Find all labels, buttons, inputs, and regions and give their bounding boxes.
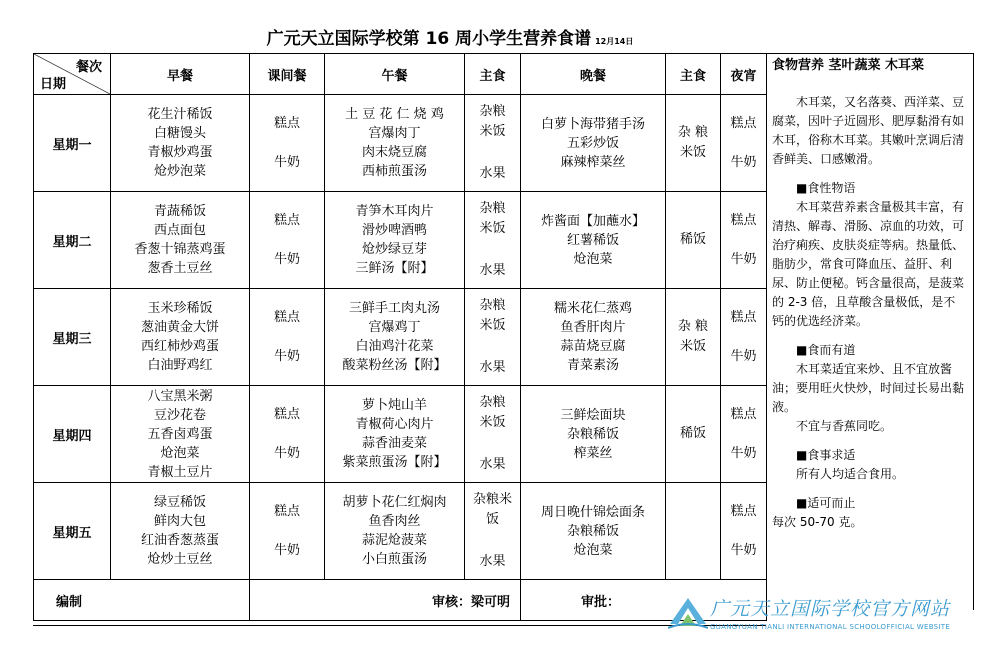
staple-cell-item: 米饭 — [479, 318, 506, 333]
staple2-cell — [666, 386, 721, 483]
snack-cell-item: 糕点 — [273, 116, 300, 131]
breakfast-cell-item: 白油野鸡红 — [147, 358, 213, 373]
header-staple2: 主食 — [666, 54, 721, 95]
header-snack: 课间餐 — [250, 54, 325, 95]
snack-cell-item: 牛奶 — [273, 349, 300, 364]
day-label: 日期 — [40, 77, 67, 92]
snack-cell-item: 牛奶 — [273, 252, 300, 267]
snack-cell-item: 牛奶 — [273, 446, 300, 461]
day-row — [34, 483, 767, 580]
dinner-cell-item: 炝泡菜 — [573, 542, 613, 558]
header-corner — [34, 54, 111, 95]
staple-cell-item: 杂粮米 — [472, 492, 512, 507]
lunch-cell-item: 青椒荷心肉片 — [355, 417, 434, 432]
snack-cell — [250, 95, 325, 192]
breakfast-cell-item: 青蔬稀饭 — [153, 204, 206, 219]
breakfast-cell-item: 炝炒土豆丝 — [147, 552, 213, 567]
breakfast-cell — [111, 289, 250, 386]
staple2-cell — [666, 192, 721, 289]
night-cell-item: 牛奶 — [730, 349, 757, 364]
school-logo-icon — [668, 592, 708, 632]
night-cell-item: 糕点 — [730, 407, 757, 422]
lunch-cell-item: 肉末烧豆腐 — [361, 145, 427, 160]
lunch-cell-item: 三鲜汤【附】 — [355, 261, 434, 276]
snack-cell — [250, 192, 325, 289]
dinner-cell-item: 白萝卜海带猪手汤 — [540, 116, 645, 132]
dinner-cell-item: 炝泡菜 — [573, 251, 613, 267]
section-text-suit: 所有人均适合食用。 — [796, 467, 905, 481]
lunch-cell-item: 鱼香肉丝 — [368, 514, 421, 529]
breakfast-cell-item: 西红柿炒鸡蛋 — [140, 339, 219, 354]
lunch-cell — [325, 386, 465, 483]
staple-cell-item: 杂粮 — [479, 395, 506, 410]
lunch-cell — [325, 483, 465, 580]
section-text-method: 木耳菜适宜来炒、且不宜放酱油；要用旺火快炒，时间过长易出黏液。 — [772, 362, 965, 414]
lunch-cell — [325, 95, 465, 192]
snack-cell-item: 糕点 — [273, 504, 300, 519]
breakfast-cell — [111, 386, 250, 483]
staple-cell-item: 水果 — [479, 457, 506, 472]
header-staple: 主食 — [465, 54, 521, 95]
staple2-cell-item: 杂 粮 — [677, 125, 709, 140]
staple-cell-item: 水果 — [479, 263, 506, 278]
night-cell-item: 牛奶 — [730, 252, 757, 267]
night-cell-item: 糕点 — [730, 116, 757, 131]
title-text: 广元天立国际学校第 16 周小学生营养食谱 — [266, 29, 592, 49]
staple2-cell-item: 稀饭 — [679, 232, 706, 247]
staple2-cell — [666, 289, 721, 386]
breakfast-cell-item: 五香卤鸡蛋 — [147, 426, 213, 442]
lunch-cell-item: 滑炒啤酒鸭 — [361, 223, 427, 238]
menu-table — [33, 53, 767, 621]
staple-cell-item: 杂粮 — [479, 298, 506, 313]
day-label-cell: 星期三 — [34, 289, 111, 386]
nutrition-heading: 食物营养 茎叶蔬菜 木耳菜 — [772, 58, 925, 73]
section-title-amount: ■适可而止 — [796, 496, 856, 510]
day-label-cell: 星期一 — [34, 95, 111, 192]
breakfast-cell-item: 豆沙花卷 — [153, 407, 206, 423]
staple-cell — [465, 289, 521, 386]
lunch-cell-item: 青笋木耳肉片 — [355, 204, 434, 219]
day-row — [34, 95, 767, 192]
snack-cell-item: 糕点 — [273, 310, 300, 325]
lunch-cell-item: 西柿煎蛋汤 — [361, 164, 427, 179]
breakfast-cell-item: 香葱十锦蒸鸡蛋 — [134, 242, 226, 257]
footer-editor: 编制 — [34, 580, 250, 621]
dinner-cell-item: 三鲜烩面块 — [560, 407, 626, 423]
breakfast-cell-item: 炝泡菜 — [160, 445, 200, 461]
staple-cell-item: 米饭 — [479, 221, 506, 236]
night-cell — [721, 95, 767, 192]
lunch-cell-item: 萝卜炖山羊 — [361, 398, 427, 413]
staple-cell-item: 水果 — [479, 166, 506, 181]
breakfast-cell-item: 葱香土豆丝 — [147, 261, 213, 276]
staple-cell — [465, 95, 521, 192]
section-title-suit: ■食事求适 — [796, 448, 856, 462]
night-cell — [721, 192, 767, 289]
staple-cell-item: 饭 — [485, 512, 499, 527]
section-text-nature: 木耳菜营养素含量极其丰富，有清热、解毒、滑肠、凉血的功效，可治疗痢疾、皮肤炎症等病。热量低、脂肪少，常食可降血压、益肝、利尿、防止便秘。钙含量很高，是菠菜的 2-3 倍，且草酸含量极低，是不钙的优选经济菜。 — [772, 200, 965, 328]
section-title-nature: ■食性物语 — [796, 181, 856, 195]
staple-cell-item: 米饭 — [479, 415, 506, 430]
day-label-cell: 星期五 — [34, 483, 111, 580]
dinner-cell-item: 五彩炒饭 — [566, 135, 619, 151]
dinner-cell-item: 蒜苗烧豆腐 — [560, 339, 626, 354]
lunch-cell-item: 蒜泥炝菠菜 — [361, 533, 427, 548]
lunch-cell-item: 炝炒绿豆芽 — [361, 242, 427, 257]
snack-cell-item: 糕点 — [273, 213, 300, 228]
logo-text-en: GUANGYUAN TIANLI INTERNATIONAL SCHOOLOFFICIAL WEBSITE — [710, 623, 951, 631]
header-lunch: 午餐 — [325, 54, 465, 95]
night-cell-item: 牛奶 — [730, 446, 757, 461]
nutrition-intro: 木耳菜，又名落葵、西洋菜、豆腐菜，因叶子近圆形、肥厚黏滑有如木耳，俗称木耳菜。其嫩叶烹调后清香鲜美、口感嫩滑。 — [772, 95, 965, 166]
snack-cell — [250, 289, 325, 386]
night-cell — [721, 386, 767, 483]
breakfast-cell-item: 炝炒泡菜 — [153, 164, 206, 179]
dinner-cell-item: 红薯稀饭 — [566, 232, 619, 248]
breakfast-cell — [111, 95, 250, 192]
day-label-cell: 星期四 — [34, 386, 111, 483]
night-cell-item: 牛奶 — [730, 543, 757, 558]
lunch-cell-item: 紫菜煎蛋汤【附】 — [342, 455, 447, 470]
nutrition-panel — [766, 53, 974, 610]
breakfast-cell-item: 白糖馒头 — [153, 126, 206, 141]
dinner-cell-item: 麻辣榨菜丝 — [560, 154, 626, 170]
breakfast-cell — [111, 483, 250, 580]
page-title — [0, 24, 900, 49]
snack-cell-item: 糕点 — [273, 407, 300, 422]
night-cell — [721, 483, 767, 580]
staple-cell — [465, 483, 521, 580]
lunch-cell-item: 白油鸡汁花菜 — [355, 339, 434, 354]
dinner-cell-item: 炸酱面【加蘸水】 — [540, 213, 645, 229]
breakfast-cell-item: 玉米珍稀饭 — [147, 301, 213, 316]
night-cell-item: 糕点 — [730, 310, 757, 325]
snack-cell — [250, 483, 325, 580]
breakfast-cell-item: 青椒炒鸡蛋 — [147, 145, 213, 160]
dinner-cell — [521, 192, 666, 289]
staple2-cell-item: 杂 粮 — [677, 319, 709, 334]
night-cell-item: 牛奶 — [730, 155, 757, 170]
footer-approver: 审批： — [521, 580, 767, 621]
breakfast-cell — [111, 192, 250, 289]
breakfast-cell-item: 西点面包 — [153, 223, 206, 238]
header-night: 夜宵 — [721, 54, 767, 95]
breakfast-cell-item: 红油香葱蒸蛋 — [140, 533, 219, 548]
dinner-cell-item: 鱼香肝肉片 — [560, 320, 626, 335]
table-bottom-border — [33, 625, 766, 626]
staple2-cell-item: 米饭 — [679, 145, 706, 160]
snack-cell — [250, 386, 325, 483]
breakfast-cell-item: 花生汁稀饭 — [147, 107, 213, 122]
meal-label: 餐次 — [75, 60, 102, 75]
snack-cell-item: 牛奶 — [273, 155, 300, 170]
lunch-cell-item: 蒜香油麦菜 — [361, 436, 427, 451]
dinner-cell-item: 杂粮稀饭 — [566, 426, 619, 442]
lunch-cell-item: 小白煎蛋汤 — [361, 552, 427, 567]
day-row — [34, 289, 767, 386]
dinner-cell — [521, 483, 666, 580]
breakfast-cell-item: 八宝黑米粥 — [147, 388, 213, 404]
dinner-cell-item: 榨菜丝 — [573, 445, 613, 461]
dinner-cell — [521, 386, 666, 483]
breakfast-cell-item: 葱油黄金大饼 — [140, 320, 219, 335]
lunch-cell-item: 宫爆鸡丁 — [368, 320, 421, 335]
day-row — [34, 386, 767, 483]
staple-cell-item: 杂粮 — [479, 104, 506, 119]
night-cell — [721, 289, 767, 386]
dinner-cell-item: 糯米花仁蒸鸡 — [553, 301, 632, 316]
logo-text-cn: 广元天立国际学校官方网站 — [710, 598, 951, 620]
staple2-cell-item: 稀饭 — [679, 426, 706, 441]
dinner-cell-item: 青菜素汤 — [566, 358, 619, 373]
breakfast-cell-item: 鲜肉大包 — [153, 514, 206, 529]
section-text-amount: 每次 50-70 克。 — [772, 515, 863, 529]
breakfast-cell-item: 绿豆稀饭 — [153, 495, 206, 510]
header-dinner: 晚餐 — [521, 54, 666, 95]
staple-cell — [465, 386, 521, 483]
night-cell-item: 糕点 — [730, 213, 757, 228]
lunch-cell-item: 土 豆 花 仁 烧 鸡 — [345, 107, 444, 122]
staple2-cell — [666, 483, 721, 580]
lunch-cell-item: 胡萝卜花仁红焖肉 — [342, 495, 447, 510]
staple2-cell-item: 米饭 — [679, 339, 706, 354]
school-logo[interactable] — [668, 592, 978, 637]
dinner-cell-item: 杂粮稀饭 — [566, 523, 619, 539]
dinner-cell-item: 周日晚什锦烩面条 — [540, 504, 645, 520]
lunch-cell — [325, 192, 465, 289]
snack-cell-item: 牛奶 — [273, 543, 300, 558]
lunch-cell-item: 三鲜手工肉丸汤 — [348, 301, 440, 316]
staple-cell-item: 水果 — [479, 360, 506, 375]
staple-cell-item: 水果 — [479, 554, 506, 569]
lunch-cell-item: 酸菜粉丝汤【附】 — [342, 358, 447, 373]
day-label-cell: 星期二 — [34, 192, 111, 289]
footer-reviewer: 审核：梁可明 — [250, 580, 521, 621]
section-title-method: ■食而有道 — [796, 343, 856, 357]
night-cell-item: 糕点 — [730, 504, 757, 519]
breakfast-cell-item: 青椒土豆片 — [147, 464, 213, 480]
staple2-cell — [666, 95, 721, 192]
staple-cell-item: 杂粮 — [479, 201, 506, 216]
lunch-cell — [325, 289, 465, 386]
section-text-method-2: 不宜与香蕉同吃。 — [796, 419, 893, 433]
day-row — [34, 192, 767, 289]
dinner-cell — [521, 95, 666, 192]
title-date: 12月14日 — [595, 37, 634, 46]
lunch-cell-item: 宫爆肉丁 — [368, 126, 421, 141]
header-breakfast: 早餐 — [111, 54, 250, 95]
staple-cell — [465, 192, 521, 289]
staple-cell-item: 米饭 — [479, 124, 506, 139]
dinner-cell — [521, 289, 666, 386]
